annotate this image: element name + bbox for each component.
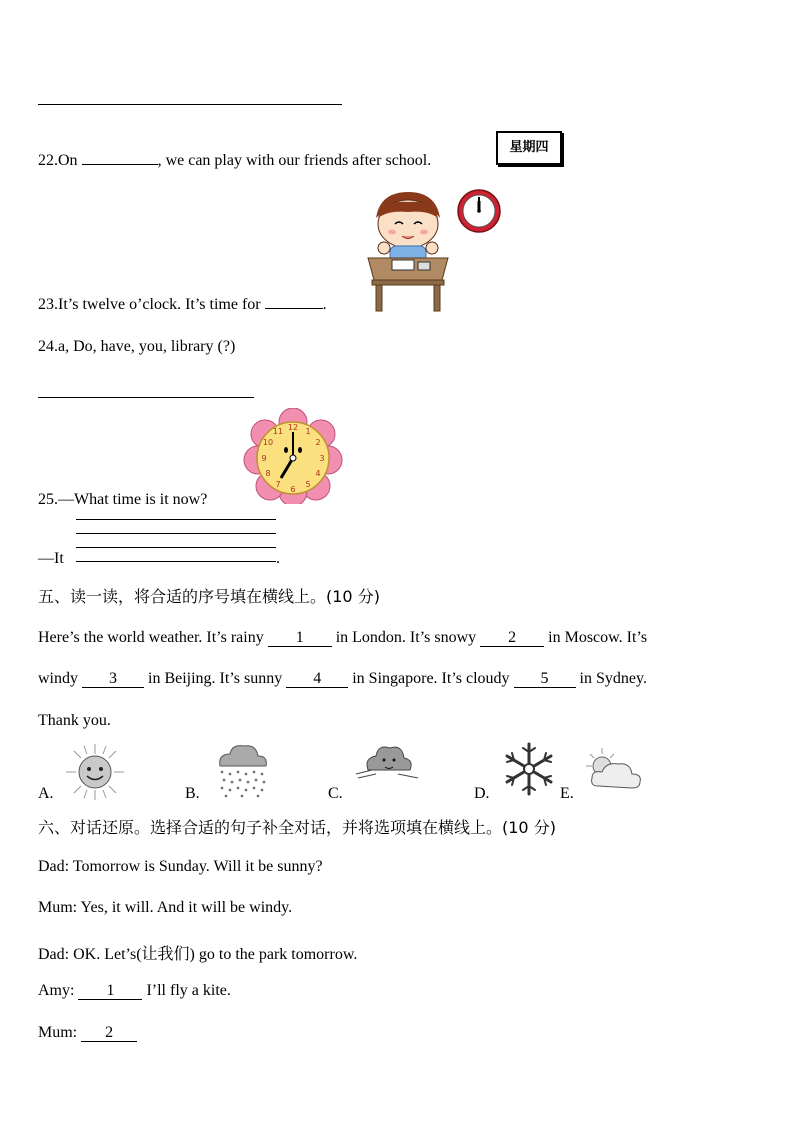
section-5-line-1	[38, 629, 647, 647]
dialogue-text: Yes, it will. And it will be windy.	[80, 899, 293, 916]
question-number: 22.	[38, 152, 58, 169]
speaker: Mum:	[38, 899, 78, 916]
blank-number: 1	[106, 982, 115, 999]
passage-text: in Beijing. It’s sunny	[148, 670, 283, 687]
blank-number: 1	[295, 629, 304, 646]
passage-text: Here’s the world weather. It’s rainy	[38, 629, 264, 646]
seven-oclock-flower-clock-icon	[242, 408, 344, 504]
answer-blank[interactable]	[265, 308, 323, 309]
answer-blank-1[interactable]	[268, 630, 332, 647]
question-number: 25.	[38, 491, 58, 508]
option-c-label: C.	[328, 785, 343, 802]
section-5-line-2	[38, 670, 647, 688]
option-d-label: D.	[474, 785, 490, 802]
question-text: .	[322, 296, 327, 313]
passage-text: in Moscow. It’s	[548, 629, 648, 646]
question-25	[38, 491, 207, 509]
dialogue-text: OK. Let’s(让我们) go to the park tomorrow.	[73, 946, 358, 963]
dialogue-line-1	[38, 858, 323, 876]
speaker: Amy:	[38, 982, 75, 999]
cloudy-icon	[584, 746, 642, 796]
option-b-label: B.	[185, 785, 200, 802]
option-a-label: A.	[38, 785, 54, 802]
svg-text:12: 12	[287, 423, 299, 432]
svg-text:10: 10	[262, 438, 274, 447]
svg-text:6: 6	[290, 485, 296, 494]
question-text: a, Do, have, you, library (?)	[58, 338, 236, 355]
speaker: Dad:	[38, 946, 70, 963]
boy-eating-icon	[362, 188, 454, 312]
dialogue-blank-2[interactable]	[81, 1025, 137, 1042]
speaker: Dad:	[38, 858, 70, 875]
svg-text:9: 9	[261, 454, 267, 463]
answer-blank-5[interactable]	[514, 671, 576, 688]
question-number: 23.	[38, 296, 58, 313]
q25-answer-line-1[interactable]	[76, 519, 276, 520]
answer-blank-3[interactable]	[82, 671, 144, 688]
option-e-label: E.	[560, 785, 574, 802]
dialogue-line-3	[38, 941, 357, 964]
svg-text:7: 7	[275, 480, 281, 489]
question-text: —What time is it now?	[58, 491, 208, 508]
dialogue-line-2	[38, 899, 292, 917]
passage-text: in Sydney.	[579, 670, 647, 687]
dialogue-line-4	[38, 982, 231, 1000]
blank-number: 5	[540, 670, 549, 687]
svg-text:11: 11	[272, 427, 284, 436]
svg-text:3: 3	[319, 454, 325, 463]
weekday-card-text: 星期四	[509, 140, 549, 155]
twelve-oclock-clock-icon	[456, 188, 502, 234]
q25-answer-prefix: —It	[38, 550, 64, 567]
passage-text: in Singapore. It’s cloudy	[352, 670, 510, 687]
question-23	[38, 296, 327, 314]
q25-answer-end: .	[276, 550, 280, 567]
blank-number: 2	[508, 629, 517, 646]
question-24	[38, 338, 235, 356]
question-text: , we can play with our friends after school.	[157, 152, 432, 169]
section-5-line-3: Thank you.	[38, 712, 111, 729]
q25-answer-line-2[interactable]	[76, 533, 276, 534]
blank-number: 3	[109, 670, 117, 687]
speaker: Mum:	[38, 1024, 78, 1041]
question-22	[38, 152, 431, 170]
snowflake-icon	[500, 740, 558, 798]
rain-cloud-icon	[212, 742, 270, 800]
q21-answer-line[interactable]	[38, 104, 342, 105]
svg-text:8: 8	[265, 469, 271, 478]
sun-icon	[64, 742, 126, 802]
passage-text: in London. It’s snowy	[335, 629, 477, 646]
dialogue-line-5	[38, 1024, 137, 1042]
answer-blank-2[interactable]	[480, 630, 544, 647]
dialogue-text: Tomorrow is Sunday. Will it be sunny?	[72, 858, 323, 875]
question-text: It’s twelve o’clock. It’s time for	[58, 296, 261, 313]
svg-text:4: 4	[315, 469, 321, 478]
section-5-title: 五、读一读，将合适的序号填在横线上。(10 分)	[38, 587, 380, 606]
q24-answer-line[interactable]	[38, 397, 254, 398]
dialogue-blank-1[interactable]	[78, 983, 142, 1000]
blank-number: 4	[313, 670, 322, 687]
q25-answer-line-3[interactable]	[76, 547, 276, 548]
answer-blank[interactable]	[82, 164, 158, 165]
section-6-title: 六、对话还原。选择合适的句子补全对话，并将选项填在横线上。(10 分)	[38, 818, 556, 837]
blank-number: 2	[105, 1024, 114, 1041]
question-number: 24.	[38, 338, 58, 355]
passage-text: windy	[38, 670, 78, 687]
question-text: On	[58, 152, 78, 169]
svg-text:2: 2	[315, 438, 321, 447]
answer-blank-4[interactable]	[286, 671, 348, 688]
dialogue-text: I’ll fly a kite.	[146, 982, 231, 999]
svg-text:1: 1	[305, 427, 311, 436]
svg-text:5: 5	[305, 480, 311, 489]
q25-answer-line-4[interactable]	[76, 561, 276, 562]
wind-cloud-icon	[354, 740, 420, 782]
weekday-card	[496, 131, 562, 165]
